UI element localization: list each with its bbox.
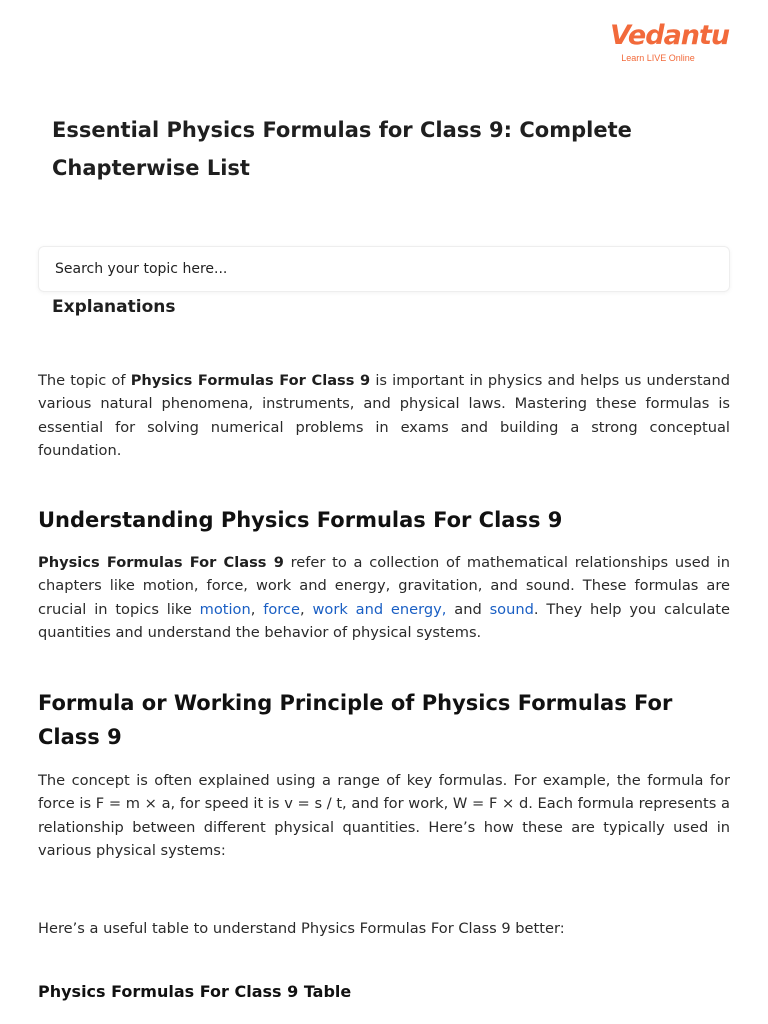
vedantu-logo[interactable]	[610, 20, 730, 63]
section1-sep-1: ,	[250, 600, 264, 618]
table-heading: Physics Formulas For Class 9 Table	[38, 982, 352, 1001]
section1-heading: Understanding Physics Formulas For Class 9	[38, 508, 563, 532]
link-motion[interactable]: motion	[199, 600, 251, 618]
intro-suffix: is important in physics and helps us understand various natural phenomena, instruments, and physical laws. Mastering these formulas is essential for solving numerical problems in exams and building a strong conceptual foundation.	[38, 372, 730, 459]
section2-heading: Formula or Working Principle of Physics Formulas For Class 9	[38, 691, 673, 749]
link-sound[interactable]: sound	[489, 600, 534, 618]
section1-paragraph	[38, 551, 730, 644]
section1-text-b: . They help you calculate quantities and understand the behavior of physical systems.	[38, 600, 730, 641]
logo-wordmark: Vedantu	[610, 20, 730, 51]
search-box[interactable]	[38, 246, 730, 292]
explanations-heading: Explanations	[52, 297, 176, 317]
link-force[interactable]: force	[263, 600, 300, 618]
intro-prefix: The topic of	[38, 372, 131, 389]
section1-sep-3: and	[446, 600, 490, 618]
section1-bold-term: Physics Formulas For Class 9	[38, 554, 284, 571]
link-work-and-energy[interactable]: work and energy,	[312, 600, 447, 618]
table-intro: Here’s a useful table to understand Physics Formulas For Class 9 better:	[38, 920, 565, 937]
logo-tagline: Learn LIVE Online	[621, 53, 695, 63]
search-input[interactable]	[39, 247, 729, 291]
section1-text-a: refer to a collection of mathematical relationships used in chapters like motion, force, work and energy, gravitation, and sound. These formulas are crucial in topics like	[38, 554, 730, 618]
section1-sep-2: ,	[299, 600, 313, 618]
intro-bold-term: Physics Formulas For Class 9	[130, 372, 371, 389]
intro-paragraph	[38, 369, 730, 462]
section2-paragraph: The concept is often explained using a range of key formulas. For example, the formula for force is F = m × a, for speed it is v = s / t, and for work, W = F × d. Each formula represents a relationship between different physical quantities. Here’s how these are typically used in various physical systems:	[38, 772, 730, 859]
page-title: Essential Physics Formulas for Class 9: Complete Chapterwise List	[52, 118, 632, 180]
